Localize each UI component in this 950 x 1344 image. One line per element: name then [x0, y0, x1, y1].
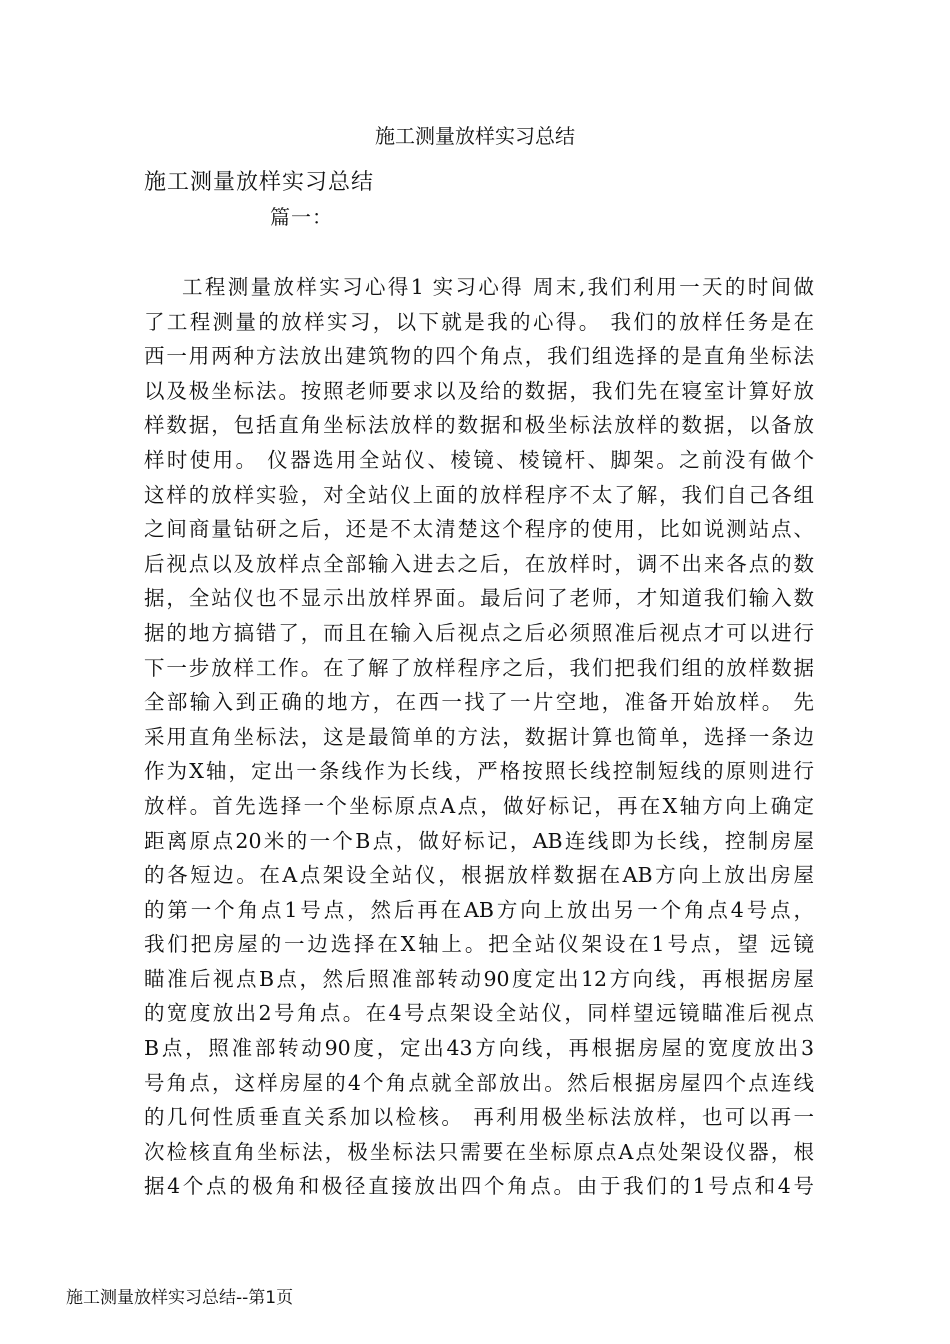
body-line: 的各短边。在A点架设全站仪，根据放样数据在AB方向上放出房屋 [144, 863, 814, 888]
body-line: 次检核直角坐标法，极坐标法只需要在坐标原点A点处架设仪器，根 [144, 1139, 814, 1164]
body-text [144, 270, 814, 1204]
body-line: 以及极坐标法。按照老师要求以及给的数据，我们先在寝室计算好放 [144, 378, 814, 403]
body-line: 全部输入到正确的地方，在西一找了一片空地，准备开始放样。 先 [144, 690, 814, 715]
body-line: B点，照准部转动90度，定出43方向线，再根据房屋的宽度放出3 [144, 1036, 814, 1061]
body-line: 的第一个角点1号点，然后再在AB方向上放出另一个角点4号点， [144, 897, 814, 922]
body-line: 了工程测量的放样实习，以下就是我的心得。 我们的放样任务是在 [144, 309, 814, 334]
body-line: 据，全站仪也不显示出放样界面。最后问了老师，才知道我们输入数 [144, 586, 814, 611]
body-line: 放样。首先选择一个坐标原点A点，做好标记，再在X轴方向上确定 [144, 793, 814, 818]
body-line: 瞄准后视点B点，然后照准部转动90度定出12方向线，再根据房屋 [144, 966, 814, 991]
body-line: 号角点，这样房屋的4个角点就全部放出。然后根据房屋四个点连线 [144, 1070, 814, 1095]
body-line: 作为X轴，定出一条线作为长线，严格按照长线控制短线的原则进行 [144, 759, 814, 784]
body-line: 据4个点的极角和极径直接放出四个角点。由于我们的1号点和4号 [144, 1174, 814, 1199]
body-line: 工程测量放样实习心得1 实习心得 周末,我们利用一天的时间做 [182, 275, 814, 299]
body-line: 之间商量钻研之后，还是不太清楚这个程序的使用，比如说测站点、 [144, 517, 814, 542]
body-line: 这样的放样实验，对全站仪上面的放样程序不太了解，我们自己各组 [144, 482, 814, 507]
page-footer: 施工测量放样实习总结--第1页 [66, 1288, 294, 1308]
body-line: 的几何性质垂直关系加以检核。 再利用极坐标法放样，也可以再一 [144, 1105, 814, 1130]
body-line: 下一步放样工作。在了解了放样程序之后，我们把我们组的放样数据 [144, 655, 814, 680]
body-line: 后视点以及放样点全部输入进去之后，在放样时，调不出来各点的数 [144, 551, 814, 576]
section-label: 篇一： [270, 205, 333, 229]
body-line: 西一用两种方法放出建筑物的四个角点，我们组选择的是直角坐标法 [144, 344, 814, 369]
body-line: 我们把房屋的一边选择在X轴上。把全站仪架设在1号点，望 远镜 [144, 932, 814, 957]
body-line: 距离原点20米的一个B点，做好标记，AB连线即为长线，控制房屋 [144, 828, 814, 853]
document-title: 施工测量放样实习总结 [375, 124, 575, 148]
body-line: 样时使用。 仪器选用全站仪、棱镜、棱镜杆、脚架。之前没有做个 [144, 447, 814, 472]
body-line: 采用直角坐标法，这是最简单的方法，数据计算也简单，选择一条边 [144, 724, 814, 749]
body-line: 据的地方搞错了，而且在输入后视点之后必须照准后视点才可以进行 [144, 620, 814, 645]
document-subtitle: 施工测量放样实习总结 [144, 170, 375, 195]
body-line: 的宽度放出2号角点。在4号点架设全站仪，同样望远镜瞄准后视点 [144, 1001, 814, 1026]
body-line: 样数据，包括直角坐标法放样的数据和极坐标法放样的数据，以备放 [144, 413, 814, 438]
